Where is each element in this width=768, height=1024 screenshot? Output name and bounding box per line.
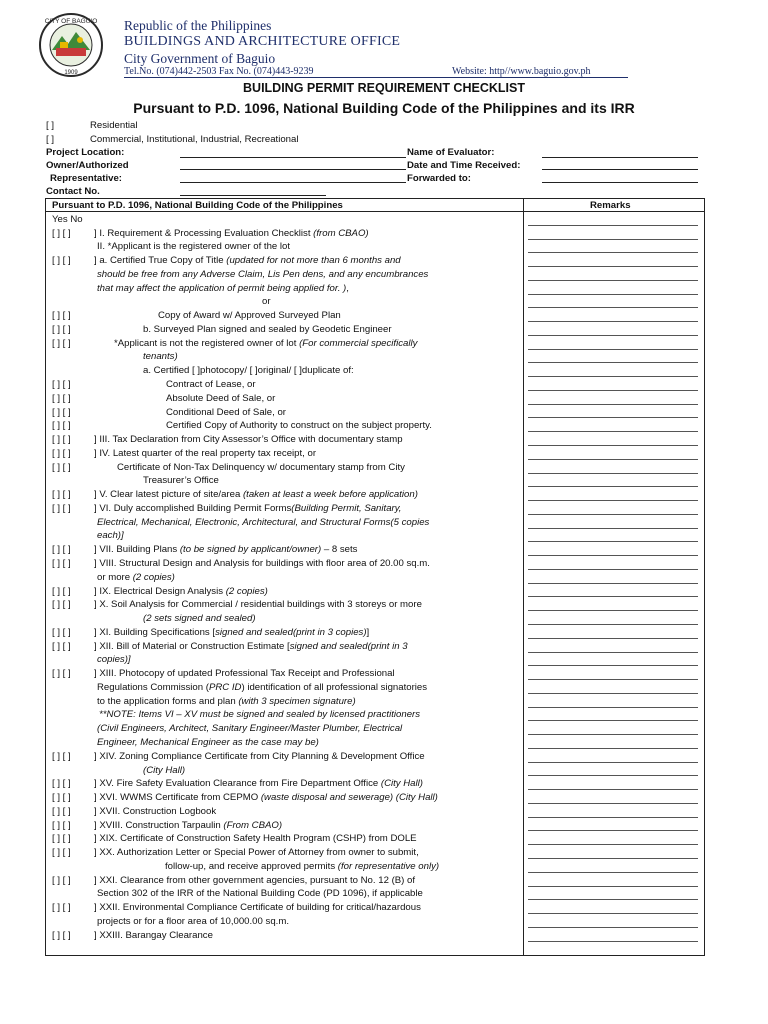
remarks-line[interactable]	[528, 570, 698, 584]
yes-no-header: Yes No	[52, 214, 83, 225]
remarks-line[interactable]	[528, 900, 698, 914]
checklist-item-text: ] VIII. Structural Design and Analysis for buildings with floor area of 20.00 sq.m.	[94, 557, 430, 569]
remarks-line[interactable]	[528, 487, 698, 501]
yes-no-checkbox[interactable]: [ ] [ ]	[52, 668, 71, 680]
checklist-item-text: ] XIX. Certificate of Construction Safety Health Program (CSHP) from DOLE	[94, 833, 417, 845]
checklist-item-text: that may affect the application of permit being applied for. ),	[97, 282, 349, 294]
checklist-item-text: Treasurer’s Office	[143, 475, 219, 487]
yes-no-checkbox[interactable]: [ ] [ ]	[52, 447, 71, 459]
remarks-line[interactable]	[528, 804, 698, 818]
checklist-item-text: *Applicant is not the registered owner of lot (For commercial specifically	[114, 337, 418, 349]
checklist-item-text: ] XIII. Photocopy of updated Professional Tax Receipt and Professional	[94, 668, 395, 680]
remarks-line[interactable]	[528, 735, 698, 749]
remarks-line[interactable]	[528, 831, 698, 845]
contact-no-field[interactable]	[180, 195, 326, 196]
owner-authorized-label: Owner/Authorized	[46, 160, 129, 171]
checklist-item-text: (2 sets signed and sealed)	[143, 613, 256, 625]
page-subtitle: Pursuant to P.D. 1096, National Building Code of the Philippines and its IRR	[133, 100, 635, 116]
remarks-line[interactable]	[528, 446, 698, 460]
remarks-line[interactable]	[528, 873, 698, 887]
remarks-line[interactable]	[528, 322, 698, 336]
yes-no-checkbox[interactable]: [ ] [ ]	[52, 847, 71, 859]
checklist-item-text: (Civil Engineers, Architect, Sanitary Engineer/Master Plumber, Electrical	[97, 723, 403, 735]
header-city: City Government of Baguio	[124, 51, 276, 66]
checklist-item-text: or	[262, 296, 271, 308]
yes-no-checkbox[interactable]: [ ] [ ]	[52, 833, 71, 845]
forwarded-to-label: Forwarded to:	[407, 173, 471, 184]
remarks-line[interactable]	[528, 474, 698, 488]
evaluator-field[interactable]	[542, 157, 698, 158]
checklist-item-text: Electrical, Mechanical, Electronic, Architectural, and Structural Forms(5 copies	[97, 516, 430, 528]
seal-text: CITY OF BAGUIO	[44, 18, 98, 25]
checklist-item-text: Engineer, Mechanical Engineer as the case may be)	[97, 736, 319, 748]
checklist-item-text: to the application forms and plan (with 3 specimen signature)	[97, 695, 356, 707]
checklist-item-text: copies)]	[97, 654, 131, 666]
header-website: Website: http//www.baguio.gov.ph	[452, 66, 591, 77]
date-received-label: Date and Time Received:	[407, 160, 521, 171]
checklist-item-text: ] XXI. Clearance from other government agencies, pursuant to No. 12 (B) of	[94, 874, 416, 886]
yes-no-checkbox[interactable]: [ ] [ ]	[52, 502, 71, 514]
checklist-item-text: ] XVIII. Construction Tarpaulin (From CBAO)	[94, 819, 283, 831]
checklist-item-text: ] XXIII. Barangay Clearance	[94, 929, 213, 941]
yes-no-checkbox[interactable]: [ ] [ ]	[52, 902, 71, 914]
yes-no-checkbox[interactable]: [ ] [ ]	[52, 461, 71, 473]
checklist-item-text: ] XVII. Construction Logbook	[94, 805, 217, 817]
representative-label: Representative:	[50, 173, 122, 184]
checklist-item-text: should be free from any Adverse Claim, Lis Pen dens, and any encumbrances	[97, 268, 429, 280]
yes-no-checkbox[interactable]: [ ] [ ]	[52, 557, 71, 569]
representative-field[interactable]	[180, 182, 406, 183]
checklist-item-text: ] XV. Fire Safety Evaluation Clearance from Fire Department Office (City Hall)	[94, 778, 423, 790]
table-column-divider	[523, 198, 524, 956]
table-header-left: Pursuant to P.D. 1096, National Building Code of the Philippines	[52, 200, 343, 211]
yes-no-checkbox[interactable]: [ ] [ ]	[52, 585, 71, 597]
yes-no-checkbox[interactable]: [ ] [ ]	[52, 337, 71, 349]
remarks-line[interactable]	[528, 363, 698, 377]
remarks-line[interactable]	[528, 542, 698, 556]
remarks-line[interactable]	[528, 763, 698, 777]
remarks-line[interactable]	[528, 460, 698, 474]
checklist-item-text: Section 302 of the IRR of the National Building Code (PD 1096), if applicable	[97, 888, 423, 900]
date-received-field[interactable]	[542, 169, 698, 170]
remarks-line[interactable]	[528, 694, 698, 708]
remarks-line[interactable]	[528, 584, 698, 598]
remarks-line[interactable]	[528, 845, 698, 859]
remarks-line[interactable]	[528, 818, 698, 832]
checklist-item-text: ] XX. Authorization Letter or Special Power of Attorney from owner to submit,	[94, 847, 419, 859]
checklist-item-text: ] X. Soil Analysis for Commercial / residential buildings with 3 storeys or more	[94, 599, 422, 611]
checklist-item-text: Contract of Lease, or	[166, 378, 256, 390]
checklist-item-text: ] VI. Duly accomplished Building Permit Forms(Building Permit, Sanitary,	[94, 502, 402, 514]
remarks-line[interactable]	[528, 267, 698, 281]
remarks-line[interactable]	[528, 212, 698, 226]
remarks-line[interactable]	[528, 432, 698, 446]
remarks-line[interactable]	[528, 308, 698, 322]
remarks-column	[528, 212, 698, 942]
checklist-item-text: projects or for a floor area of 10,000.00 sq.m.	[97, 916, 289, 927]
page-title: BUILDING PERMIT REQUIREMENT CHECKLIST	[243, 81, 525, 95]
remarks-line[interactable]	[528, 749, 698, 763]
yes-no-checkbox[interactable]: [ ] [ ]	[52, 406, 71, 418]
remarks-line[interactable]	[528, 515, 698, 529]
checklist-item-text: ] VII. Building Plans (to be signed by applicant/owner) – 8 sets	[94, 544, 358, 556]
seal-year: 1909	[64, 70, 78, 76]
checklist-item-text: Absolute Deed of Sale, or	[166, 392, 276, 404]
remarks-line[interactable]	[528, 928, 698, 942]
checklist-item-text: Conditional Deed of Sale, or	[166, 406, 286, 418]
remarks-line[interactable]	[528, 666, 698, 680]
checklist-item-text: ] XXII. Environmental Compliance Certificate of building for critical/hazardous	[94, 902, 421, 914]
remarks-line[interactable]	[528, 790, 698, 804]
remarks-line[interactable]	[528, 680, 698, 694]
yes-no-checkbox[interactable]: [ ] [ ]	[52, 792, 71, 804]
yes-no-checkbox[interactable]: [ ] [ ]	[52, 378, 71, 390]
checklist-item-text: each)]	[97, 530, 124, 542]
checklist-item-text: ] V. Clear latest picture of site/area (taken at least a week before application)	[94, 489, 418, 501]
checklist-item-text: b. Surveyed Plan signed and sealed by Geodetic Engineer	[143, 323, 392, 335]
remarks-line[interactable]	[528, 625, 698, 639]
remarks-line[interactable]	[528, 776, 698, 790]
forwarded-to-field[interactable]	[542, 182, 698, 183]
remarks-line[interactable]	[528, 295, 698, 309]
yes-no-checkbox[interactable]: [ ] [ ]	[52, 489, 71, 501]
yes-no-checkbox[interactable]: [ ] [ ]	[52, 778, 71, 790]
yes-no-checkbox[interactable]: [ ] [ ]	[52, 227, 71, 239]
remarks-line[interactable]	[528, 253, 698, 267]
checklist-item-text: ] IV. Latest quarter of the real property tax receipt, or	[94, 447, 317, 459]
checklist-item-text: (City Hall)	[143, 764, 186, 776]
yes-no-checkbox[interactable]: [ ] [ ]	[52, 392, 71, 404]
yes-no-checkbox[interactable]: [ ] [ ]	[52, 805, 71, 817]
commercial-checkbox[interactable]: [ ]	[46, 134, 54, 145]
contact-no-label: Contact No.	[46, 186, 100, 197]
yes-no-checkbox[interactable]: [ ] [ ]	[52, 626, 71, 638]
checklist-item-text: ] XI. Building Specifications [signed and sealed(print in 3 copies)]	[94, 626, 370, 638]
remarks-line[interactable]	[528, 418, 698, 432]
checklist-item-text: II. *Applicant is the registered owner of the lot	[97, 241, 291, 253]
yes-no-checkbox[interactable]: [ ] [ ]	[52, 310, 71, 322]
yes-no-checkbox[interactable]: [ ] [ ]	[52, 255, 71, 267]
yes-no-checkbox[interactable]: [ ] [ ]	[52, 599, 71, 611]
remarks-line[interactable]	[528, 336, 698, 350]
checklist-item-text: tenants)	[143, 351, 178, 363]
remarks-line[interactable]	[528, 350, 698, 364]
header-office: BUILDINGS AND ARCHITECTURE OFFICE	[124, 34, 401, 49]
checklist-item-text: ] III. Tax Declaration from City Assessor’s Office with documentary stamp	[94, 434, 403, 446]
remarks-line[interactable]	[528, 281, 698, 295]
checklist-item-text: ] XVI. WWMS Certificate from CEPMO (waste disposal and sewerage) (City Hall)	[94, 792, 438, 804]
checklist-item-text: follow-up, and receive approved permits (for representative only)	[165, 860, 440, 872]
remarks-line[interactable]	[528, 405, 698, 419]
table-header-remarks: Remarks	[590, 200, 631, 211]
yes-no-checkbox[interactable]: [ ] [ ]	[52, 929, 71, 941]
remarks-line[interactable]	[528, 377, 698, 391]
checklist-item-text: or more (2 copies)	[97, 571, 175, 583]
city-seal-icon	[38, 12, 104, 78]
checklist-item-text: ] XII. Bill of Material or Construction Estimate [signed and sealed(print in 3	[94, 640, 408, 652]
remarks-line[interactable]	[528, 597, 698, 611]
remarks-line[interactable]	[528, 391, 698, 405]
yes-no-checkbox[interactable]: [ ] [ ]	[52, 544, 71, 556]
checklist-item-text: Regulations Commission (PRC ID) identification of all professional signatories	[97, 681, 428, 693]
yes-no-checkbox[interactable]: [ ] [ ]	[52, 434, 71, 446]
yes-no-checkbox[interactable]: [ ] [ ]	[52, 819, 71, 831]
remarks-line[interactable]	[528, 226, 698, 240]
yes-no-checkbox[interactable]: [ ] [ ]	[52, 640, 71, 652]
yes-no-checkbox[interactable]: [ ] [ ]	[52, 323, 71, 335]
checklist-item-text: ] IX. Electrical Design Analysis (2 copies)	[94, 585, 268, 597]
header-rule	[124, 77, 628, 78]
evaluator-label: Name of Evaluator:	[407, 147, 495, 158]
remarks-line[interactable]	[528, 529, 698, 543]
residential-label: Residential	[90, 120, 138, 131]
checklist-item-text: Certificate of Non-Tax Delinquency w/ documentary stamp from City	[117, 461, 405, 473]
project-location-label: Project Location:	[46, 147, 125, 158]
header-contact: Tel.No. (074)442-2503 Fax No. (074)443-9239	[124, 66, 314, 77]
residential-checkbox[interactable]: [ ]	[46, 120, 54, 131]
checklist-item-text: a. Certified [ ]photocopy/ [ ]original/ [ ]duplicate of:	[143, 365, 354, 377]
yes-no-checkbox[interactable]: [ ] [ ]	[52, 750, 71, 762]
remarks-line[interactable]	[528, 721, 698, 735]
remarks-line[interactable]	[528, 859, 698, 873]
remarks-line[interactable]	[528, 653, 698, 667]
remarks-line[interactable]	[528, 887, 698, 901]
owner-authorized-field[interactable]	[180, 169, 406, 170]
remarks-line[interactable]	[528, 914, 698, 928]
checklist-item-text: ] a. Certified True Copy of Title (updated for not more than 6 months and	[94, 255, 401, 267]
checklist-item-text: Certified Copy of Authority to construct on the subject property.	[166, 420, 432, 432]
checklist-item-text: ] I. Requirement & Processing Evaluation Checklist (from CBAO)	[94, 227, 369, 239]
yes-no-checkbox[interactable]: [ ] [ ]	[52, 874, 71, 886]
checklist-item-text: ] XIV. Zoning Compliance Certificate from City Planning & Development Office	[94, 750, 425, 762]
checklist-item-text: **NOTE: Items VI – XV must be signed and sealed by licensed practitioners	[99, 709, 421, 721]
remarks-line[interactable]	[528, 611, 698, 625]
remarks-line[interactable]	[528, 639, 698, 653]
commercial-label: Commercial, Institutional, Industrial, Recreational	[90, 134, 299, 145]
remarks-line[interactable]	[528, 556, 698, 570]
checklist-item-text: Copy of Award w/ Approved Surveyed Plan	[158, 310, 341, 322]
project-location-field[interactable]	[180, 157, 406, 158]
remarks-line[interactable]	[528, 240, 698, 254]
remarks-line[interactable]	[528, 501, 698, 515]
header-republic: Republic of the Philippines	[124, 18, 272, 33]
yes-no-checkbox[interactable]: [ ] [ ]	[52, 420, 71, 432]
remarks-line[interactable]	[528, 708, 698, 722]
